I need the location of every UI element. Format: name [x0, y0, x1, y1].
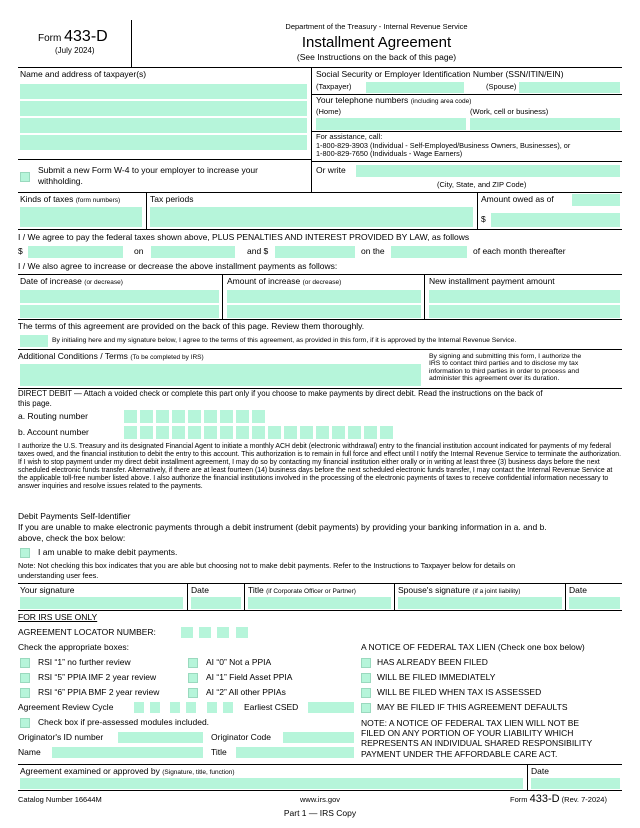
locator-box-2[interactable] [199, 627, 211, 638]
lien2-label: WILL BE FILED IMMEDIATELY [377, 672, 496, 682]
locator-box-3[interactable] [217, 627, 229, 638]
debit-authorization: I authorize the U.S. Treasury and its designated Financial Agent to initiate a monthly ACH debit (electronic withdrawal) entry to the financial institution account indicated for payments of my federal taxes owed, and the financial institution to debit the entry to this account. This authorization is to remain in full force and effect until I notify the Internal Revenue Service to terminate the authorization. If I wish to stop payment under my direct debit installment agreement, I may do so by contacting my financial institution either orally or in writing at least three (3) business days before the next scheduled electronic funds transfer. Alternatively, if there are at least fourteen (14) business days before the next scheduled electronic funds transfer, I may contact the Internal Revenue Service at the applicable toll-free number listed above. I also authorize the financial institutions involved in the processing of the electronic payments of taxes to receive confidential information necessary to answer inquiries and resolve issues related to the payments. [18, 443, 622, 490]
page-subtitle: (See Instructions on the back of this page) [296, 52, 457, 62]
account-label: b. Account number [18, 427, 89, 437]
account-digit-box[interactable] [300, 426, 313, 439]
title-field[interactable] [248, 597, 391, 609]
authorize-text: By signing and submitting this form, I authorize the IRS to contact third parties and to disclose my tax information to third parties in order to process and administer this agreement over its duration. [429, 353, 582, 383]
originator-code-label: Originator Code [211, 732, 272, 742]
agree-onthe: on the [361, 246, 385, 256]
rsi1-label: RSI “1” no further review [38, 657, 131, 667]
ai1-checkbox[interactable] [188, 673, 198, 683]
form-label: Form 433-D [38, 28, 108, 45]
account-digit-box[interactable] [156, 426, 169, 439]
catalog-number: Catalog Number 16644M [18, 795, 102, 804]
originator-id-label: Originator's ID number [18, 732, 104, 742]
kinds-label: Kinds of taxes (form numbers) [20, 194, 121, 204]
unable-label: I am unable to make debit payments. [38, 547, 178, 557]
locator-label: AGREEMENT LOCATOR NUMBER: [18, 627, 156, 637]
self-id-label: Debit Payments Self-Identifier [18, 511, 131, 521]
review-cycle-label: Agreement Review Cycle [18, 702, 114, 712]
name-address-line-3[interactable] [20, 118, 307, 133]
amount-owed-date-field[interactable] [572, 194, 620, 206]
agree-dollar: $ [18, 246, 23, 256]
review-cycle-box-4[interactable] [186, 702, 196, 713]
taxpayer-label: (Taxpayer) [316, 82, 352, 91]
home-phone-field[interactable] [316, 118, 466, 130]
check-boxes-label: Check the appropriate boxes: [18, 642, 130, 652]
amount-increase-label: Amount of increase (or decrease) [227, 276, 342, 286]
orwrite-field[interactable] [356, 165, 620, 177]
lien1-checkbox[interactable] [361, 658, 371, 668]
amount-owed-field[interactable] [491, 213, 620, 227]
work-label: (Work, cell or business) [470, 107, 549, 116]
initial-text: By initialing here and my signature below, I agree to the terms of this agreement, as provided in this form, if it is approved by the Internal Revenue Service. [52, 337, 517, 344]
taxpayer-ssn-field[interactable] [366, 82, 464, 93]
account-digit-box[interactable] [252, 426, 265, 439]
routing-digit-box[interactable] [188, 410, 201, 423]
agree-and: and $ [247, 246, 269, 256]
home-label: (Home) [316, 107, 342, 116]
routing-digit-box[interactable] [140, 410, 153, 423]
name-address-line-2[interactable] [20, 101, 307, 116]
rsi6-checkbox[interactable] [20, 688, 30, 698]
name-address-label: Name and address of taxpayer(s) [20, 69, 147, 79]
spouse-label: (Spouse) [486, 82, 517, 91]
payment-date-field[interactable] [151, 246, 235, 258]
rsi5-label: RSI “5” PPIA IMF 2 year review [38, 672, 157, 682]
lien-note: NOTE: A NOTICE OF FEDERAL TAX LIEN WILL NOT BE FILED ON ANY PORTION OF YOUR LIABILITY WHICH REPRESENTS AN INDIVIDUAL SHARED RESPONSIBILITY PAYMENT UNDER THE AFFORDABLE CARE ACT. [361, 718, 593, 759]
account-digit-box[interactable] [380, 426, 393, 439]
sig-date-field[interactable] [191, 597, 241, 609]
earliest-csed-label: Earliest CSED [244, 702, 299, 712]
routing-digit-box[interactable] [124, 410, 137, 423]
account-digit-box[interactable] [316, 426, 329, 439]
spouse-ssn-field[interactable] [519, 82, 620, 93]
work-phone-field[interactable] [470, 118, 620, 130]
w4-label-2: withholding. [38, 176, 83, 186]
examined-date-field[interactable] [531, 778, 620, 789]
monthly-day-field[interactable] [391, 246, 467, 258]
routing-digit-box[interactable] [236, 410, 249, 423]
w4-label-1: Submit a new Form W-4 to your employer to increase your [38, 165, 258, 175]
ai1-label: AI “1” Field Asset PPIA [206, 672, 293, 682]
assist-line-1: 1-800-829-3903 (Individual - Self-Employed/Business Owners, Businesses), or [316, 141, 571, 150]
routing-digit-box[interactable] [172, 410, 185, 423]
originator-id-field[interactable] [118, 732, 203, 743]
locator-box-1[interactable] [181, 627, 193, 638]
debit-intro-2: this page. [18, 399, 52, 408]
preassessed-label: Check box if pre-assessed modules included. [38, 717, 210, 727]
review-cycle-box-6[interactable] [223, 702, 233, 713]
review-cycle-box-5[interactable] [207, 702, 217, 713]
name-field[interactable] [52, 747, 203, 758]
part-label: Part 1 — IRS Copy [283, 808, 357, 818]
page-title: Installment Agreement [301, 34, 452, 51]
account-digit-box[interactable] [332, 426, 345, 439]
assist-label: For assistance, call: [316, 132, 383, 141]
amount-increase-1[interactable] [227, 290, 421, 303]
each-month: of each month thereafter [473, 246, 566, 256]
ai2-label: AI “2” All other PPIAs [206, 687, 286, 697]
account-digit-box[interactable] [236, 426, 249, 439]
routing-digit-box[interactable] [156, 410, 169, 423]
account-digit-box[interactable] [348, 426, 361, 439]
payment-amount-field[interactable] [28, 246, 123, 258]
form-number: 433-D [64, 28, 108, 45]
phone-label: Your telephone numbers (including area code) [316, 95, 472, 105]
lien3-label: WILL BE FILED WHEN TAX IS ASSESSED [377, 687, 542, 697]
new-amount-label: New installment payment amount [429, 276, 555, 286]
spouse-date-field[interactable] [569, 597, 620, 609]
date-increase-1[interactable] [20, 290, 219, 303]
rsi5-checkbox[interactable] [20, 673, 30, 683]
footer-form: Form 433-D (Rev. 7-2024) [510, 793, 607, 805]
note-line-1: Note: Not checking this box indicates that you are able but choosing not to make debit payments. Refer to the Instructions to Taxpayer below for details on [18, 561, 516, 570]
addl-conditions-label: Additional Conditions / Terms (To be completed by IRS) [18, 351, 204, 361]
name-label: Name [18, 747, 41, 757]
w4-checkbox[interactable] [20, 172, 30, 182]
name-address-line-4[interactable] [20, 135, 307, 150]
examined-date-label: Date [531, 766, 549, 776]
ssn-label: Social Security or Employer Identification Number (SSN/ITIN/EIN) [316, 69, 564, 79]
irs-title-field[interactable] [236, 747, 354, 758]
lien3-checkbox[interactable] [361, 688, 371, 698]
routing-digit-box[interactable] [252, 410, 265, 423]
ai2-checkbox[interactable] [188, 688, 198, 698]
note-line-2: understanding user fees. [18, 571, 99, 580]
date-increase-label: Date of increase (or decrease) [20, 276, 123, 286]
name-address-line-1[interactable] [20, 84, 307, 99]
amount-owed-label: Amount owed as of [481, 194, 554, 204]
irs-use-header: FOR IRS USE ONLY [18, 612, 98, 622]
examined-field[interactable] [20, 778, 523, 789]
rsi6-label: RSI “6” PPIA BMF 2 year review [38, 687, 160, 697]
lien4-checkbox[interactable] [361, 703, 371, 713]
periods-field[interactable] [150, 207, 473, 227]
lien4-label: MAY BE FILED IF THIS AGREEMENT DEFAULTS [377, 702, 568, 712]
orwrite-label: Or write [316, 165, 346, 175]
account-digit-box[interactable] [364, 426, 377, 439]
date-increase-2[interactable] [20, 305, 219, 318]
monthly-amount-field[interactable] [275, 246, 355, 258]
website: www.irs.gov [299, 795, 340, 804]
routing-digit-box[interactable] [220, 410, 233, 423]
city-label: (City, State, and ZIP Code) [437, 180, 527, 189]
your-signature-field[interactable] [20, 597, 183, 609]
lien2-checkbox[interactable] [361, 673, 371, 683]
lien-header: A NOTICE OF FEDERAL TAX LIEN (Check one box below) [361, 642, 585, 652]
account-digit-box[interactable] [124, 426, 137, 439]
amount-dollar: $ [481, 214, 486, 224]
spouse-signature-field[interactable] [398, 597, 562, 609]
your-signature-label: Your signature [20, 585, 75, 595]
earliest-csed-field[interactable] [308, 702, 354, 713]
addl-conditions-field[interactable] [20, 364, 421, 386]
account-digit-box[interactable] [204, 426, 217, 439]
assist-line-2: 1-800-829-7650 (Individuals - Wage Earners) [316, 149, 463, 158]
form-date: (July 2024) [55, 46, 95, 55]
spouse-date-label: Date [569, 585, 587, 595]
irs-title-label: Title [211, 747, 227, 757]
review-cycle-box-2[interactable] [150, 702, 160, 713]
account-digit-box[interactable] [172, 426, 185, 439]
sig-date-label: Date [191, 585, 209, 595]
account-digit-box[interactable] [140, 426, 153, 439]
lien1-label: HAS ALREADY BEEN FILED [377, 657, 488, 667]
increase-line: I / We also agree to increase or decrease the above installment payments as follows: [18, 261, 338, 271]
routing-label: a. Routing number [18, 411, 88, 421]
agree-on: on [134, 246, 144, 256]
ai0-checkbox[interactable] [188, 658, 198, 668]
rsi1-checkbox[interactable] [20, 658, 30, 668]
account-digit-box[interactable] [268, 426, 281, 439]
periods-label: Tax periods [150, 194, 194, 204]
examined-label: Agreement examined or approved by (Signature, title, function) [20, 766, 235, 776]
unable-line-2: above, check the box below: [18, 533, 126, 543]
title-label: Title (if Corporate Officer or Partner) [248, 585, 356, 595]
preassessed-checkbox[interactable] [20, 718, 30, 728]
terms-line: The terms of this agreement are provided on the back of this page. Review them thoroughly. [18, 321, 365, 331]
kinds-field[interactable] [20, 207, 142, 227]
locator-box-4[interactable] [236, 627, 248, 638]
review-cycle-box-3[interactable] [170, 702, 180, 713]
account-digit-box[interactable] [284, 426, 297, 439]
debit-intro-1: DIRECT DEBIT — Attach a voided check or complete this part only if you choose to make payments by direct debit. Read the instructions on the back of [18, 389, 543, 398]
unable-line-1: If you are unable to make electronic payments through a debit instrument (debit payments) by providing your banking information in a. and b. [18, 522, 547, 532]
originator-code-field[interactable] [283, 732, 354, 743]
initials-field[interactable] [20, 335, 48, 347]
amount-increase-2[interactable] [227, 305, 421, 318]
routing-digit-box[interactable] [204, 410, 217, 423]
new-amount-1[interactable] [429, 290, 620, 303]
new-amount-2[interactable] [429, 305, 620, 318]
account-digit-box[interactable] [220, 426, 233, 439]
agency: Department of the Treasury - Internal Revenue Service [285, 22, 468, 31]
unable-checkbox[interactable] [20, 548, 30, 558]
spouse-signature-label: Spouse's signature (if a joint liability) [398, 585, 521, 595]
account-digit-box[interactable] [188, 426, 201, 439]
agree-line: I / We agree to pay the federal taxes shown above, PLUS PENALTIES AND INTEREST PROVIDED BY LAW, as follows [18, 232, 470, 242]
ai0-label: AI “0” Not a PPIA [206, 657, 272, 667]
review-cycle-box-1[interactable] [134, 702, 144, 713]
